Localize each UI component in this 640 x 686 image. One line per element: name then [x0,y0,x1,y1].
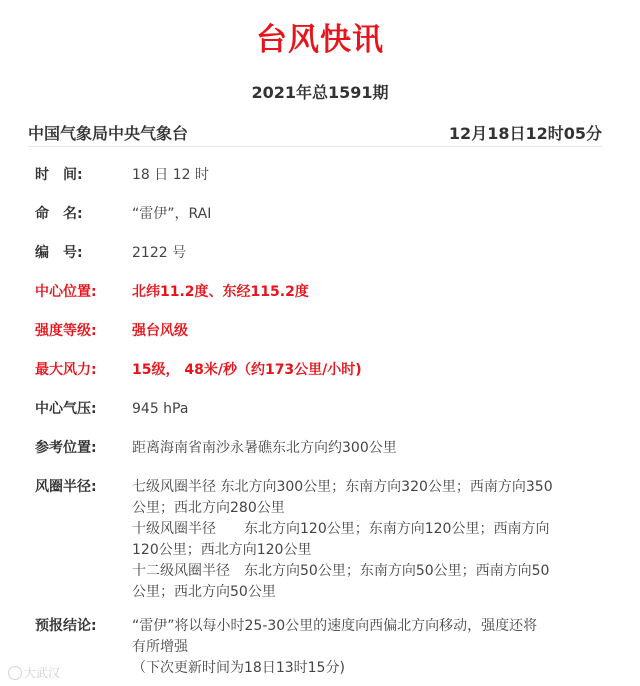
number-value: 2122 号 [132,245,187,261]
pressure-label: 中心气压: [35,401,97,417]
forecast-line: “雷伊”将以每小时25-30公里的速度向西偏北方向移动，强度还将 [132,618,538,634]
wind-radius-line: 公里；西北方向280公里 [132,500,285,516]
wind-radius-line: 十级风圈半径 东北方向120公里；东南方向120公里；西南方向 [132,521,550,537]
intensity-value: 强台风级 [132,323,188,339]
time-value: 18 日 12 时 [132,167,209,183]
center-position-label: 中心位置: [35,284,97,300]
issue-number: 2021年总1591期 [251,83,389,102]
time-label: 时 间: [35,167,83,183]
forecast-line: （下次更新时间为18日13时15分) [132,660,345,676]
center-position-value: 北纬11.2度、东经115.2度 [132,284,309,300]
max-wind-value: 15级， 48米/秒（约173公里/小时) [132,362,362,378]
reference-label: 参考位置: [35,440,97,456]
header-row [28,121,602,147]
reference-value: 距离海南省南沙永暑礁东北方向约300公里 [132,440,397,456]
name-label: 命 名: [35,206,83,222]
number-label: 编 号: [35,245,83,261]
watermark [8,664,60,681]
max-wind-label: 最大风力: [35,362,97,378]
wind-radius-label: 风圈半径: [35,479,97,495]
name-value: “雷伊”，RAI [132,206,212,222]
wind-radius-line: 公里；西北方向50公里 [132,584,276,600]
intensity-label: 强度等级: [35,323,97,339]
forecast-label: 预报结论: [35,618,97,634]
timestamp: 12月18日12时05分 [448,124,602,143]
wind-radius-line: 120公里；西北方向120公里 [132,542,312,558]
forecast-value [132,616,592,679]
agency-name: 中国气象局中央气象台 [28,124,189,143]
watermark-text: 大武汉 [24,666,61,680]
wind-radius-value [132,477,592,603]
wind-radius-line: 七级风圈半径 东北方向300公里；东南方向320公里；西南方向350 [132,479,553,495]
page-title: 台风快讯 [256,22,384,58]
watermark-logo-icon [8,666,22,680]
forecast-line: 有所增强 [132,639,188,655]
pressure-value: 945 hPa [132,401,189,417]
wind-radius-line: 十二级风圈半径 东北方向50公里；东南方向50公里；西南方向50 [132,563,550,579]
